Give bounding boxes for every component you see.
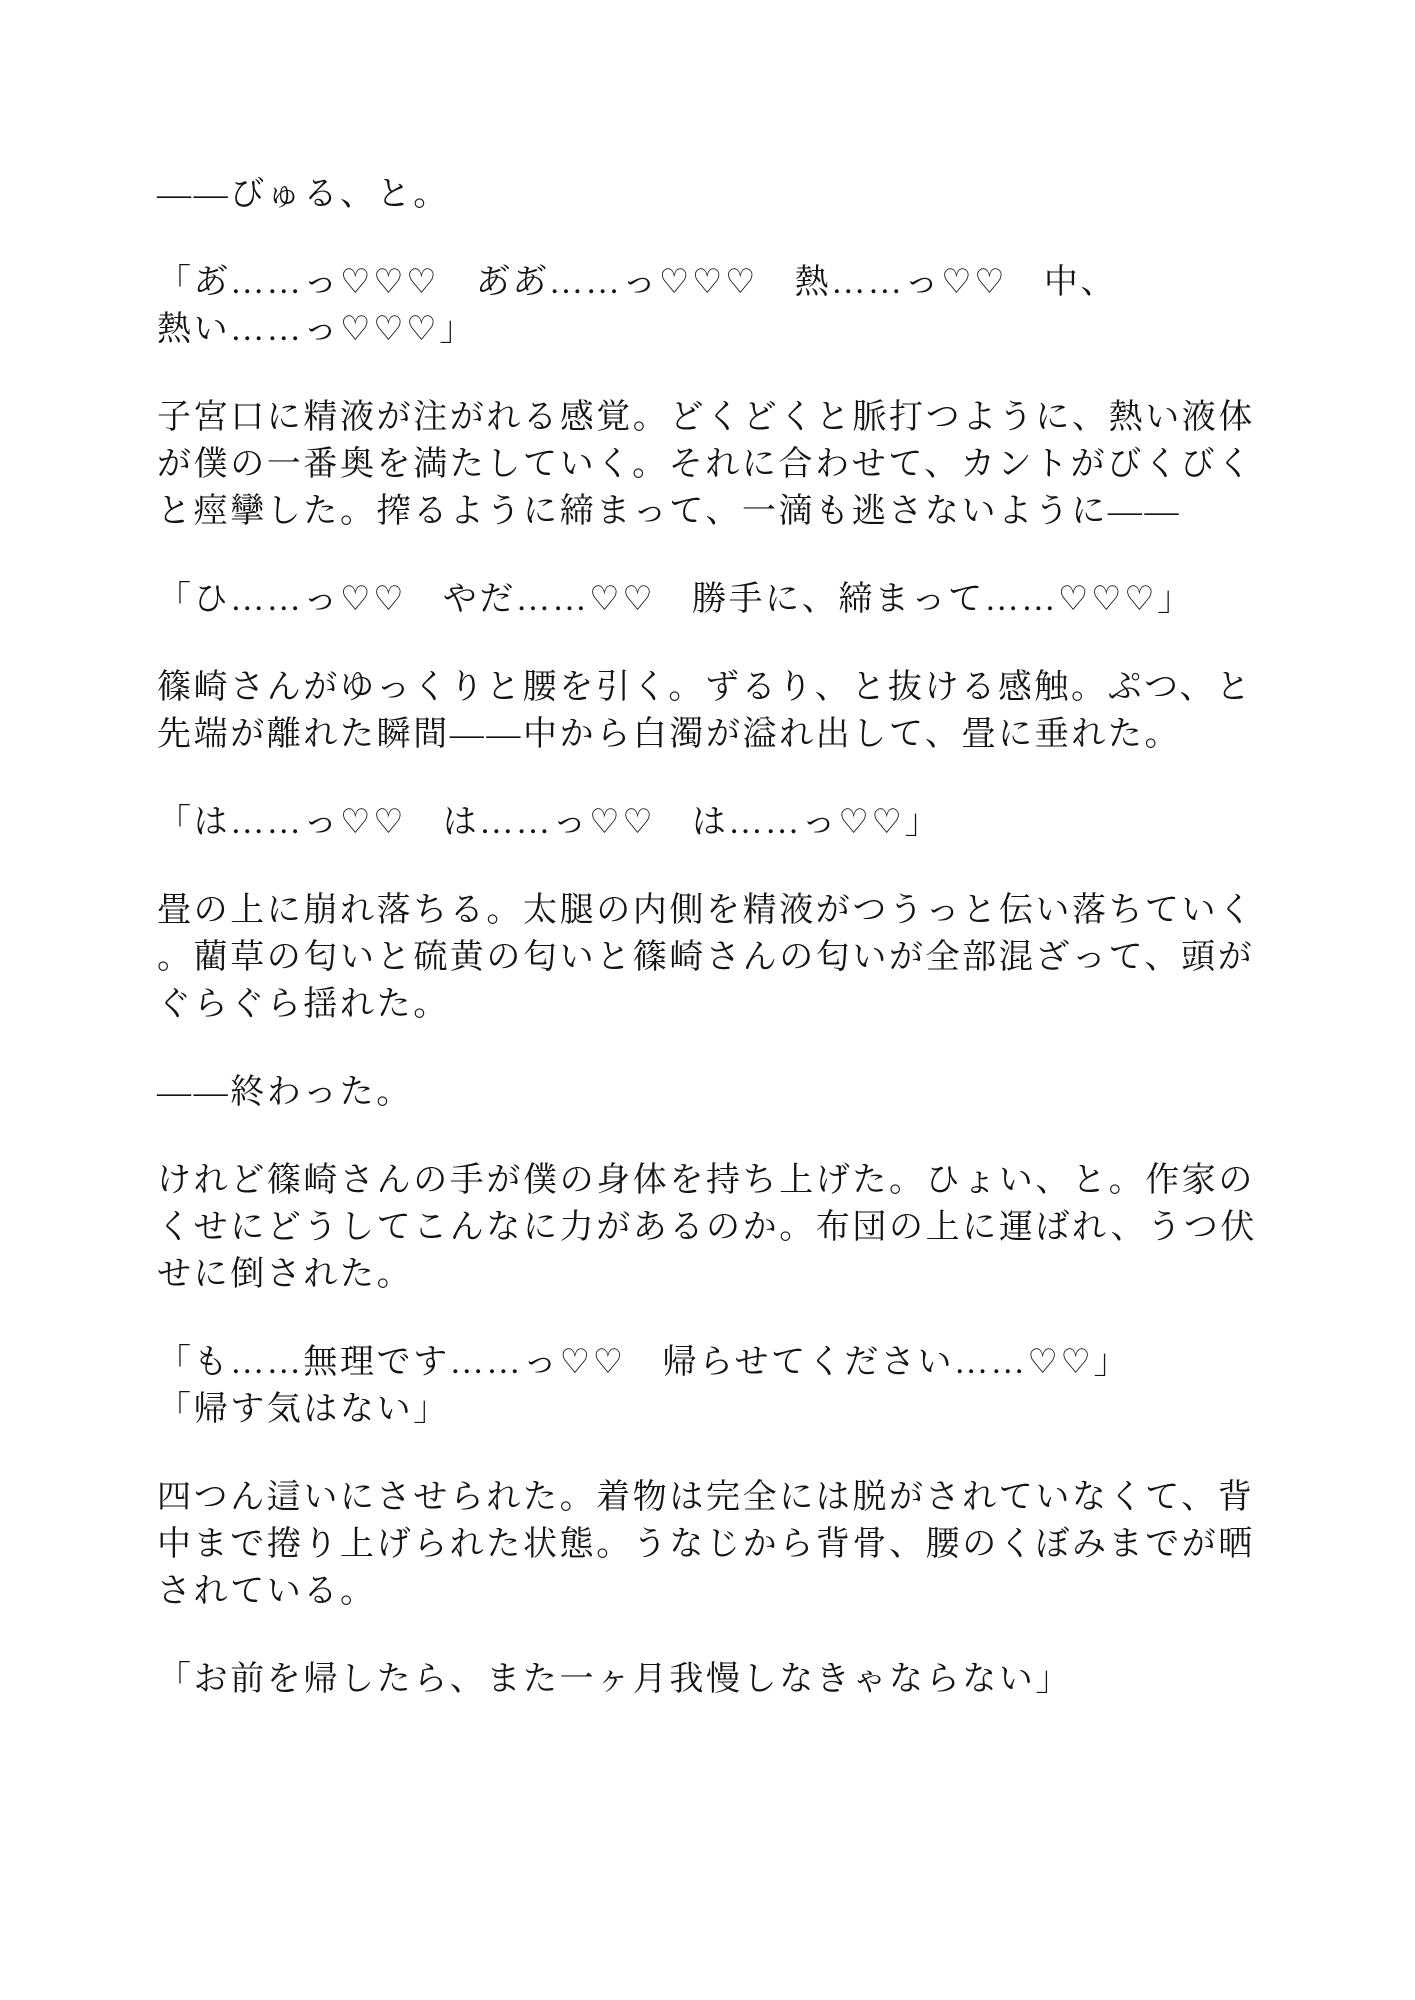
paragraph <box>157 259 1260 353</box>
paragraph <box>157 1474 1260 1615</box>
paragraph <box>157 664 1260 758</box>
text-line: 篠崎さんがゆっくりと腰を引く。ずるり、と抜ける感触。ぷつ、と <box>157 669 1253 706</box>
text-line: せに倒された。 <box>157 1256 414 1293</box>
paragraph <box>157 1069 1260 1116</box>
paragraph <box>157 887 1260 1028</box>
paragraph <box>157 1339 1260 1433</box>
paragraph <box>157 1656 1260 1703</box>
text-line: 「も……無理です……っ♡♡ 帰らせてください……♡♡」 <box>157 1344 1131 1381</box>
paragraph <box>157 1157 1260 1298</box>
paragraph <box>157 799 1260 846</box>
paragraph <box>157 394 1260 535</box>
text-line: 四つん這いにさせられた。着物は完全には脱がされていなくて、背 <box>157 1479 1255 1516</box>
text-line: 。藺草の匂いと硫黄の匂いと篠崎さんの匂いが全部混ざって、頭が <box>157 939 1255 976</box>
text-line: 熱い……っ♡♡♡」 <box>157 311 476 348</box>
paragraph <box>157 171 1260 218</box>
text-line: 子宮口に精液が注がれる感覚。どくどくと脈打つように、熱い液体 <box>157 399 1255 436</box>
text-line: 先端が離れた瞬間——中から白濁が溢れ出して、畳に垂れた。 <box>157 716 1182 753</box>
text-line: ——終わった。 <box>157 1074 413 1111</box>
text-line: 「あ゙……っ♡♡♡ あ゙あ゙……っ♡♡♡ 熱……っ♡♡ 中、 <box>157 264 1118 301</box>
text-line: が僕の一番奥を満たしていく。それに合わせて、カントがびくびく <box>157 446 1254 483</box>
text-line: 「ひ……っ♡♡ やだ……♡♡ 勝手に、締まって……♡♡♡」 <box>157 581 1194 618</box>
text-line: 「お前を帰したら、また一ヶ月我慢しなきゃならない」 <box>157 1661 1072 1698</box>
text-line: ——びゅる、と。 <box>157 176 450 213</box>
text-line: 「は……っ♡♡ は……っ♡♡ は……っ♡♡」 <box>157 804 942 841</box>
text-line: 畳の上に崩れ落ちる。太腿の内側を精液がつうっと伝い落ちていく <box>157 892 1255 929</box>
text-line: けれど篠崎さんの手が僕の身体を持ち上げた。ひょい、と。作家の <box>157 1162 1255 1199</box>
text-line: と痙攣した。搾るように締まって、一滴も逃さないように—— <box>157 493 1182 530</box>
text-line: 「帰す気はない」 <box>157 1391 450 1428</box>
text-line: ぐらぐら揺れた。 <box>157 986 450 1023</box>
text-line: 中まで捲り上げられた状態。うなじから背骨、腰のくぼみまでが晒 <box>157 1526 1255 1563</box>
paragraph <box>157 576 1260 623</box>
text-line: されている。 <box>157 1573 377 1610</box>
text-line: くせにどうしてこんなに力があるのか。布団の上に運ばれ、うつ伏 <box>157 1209 1258 1246</box>
